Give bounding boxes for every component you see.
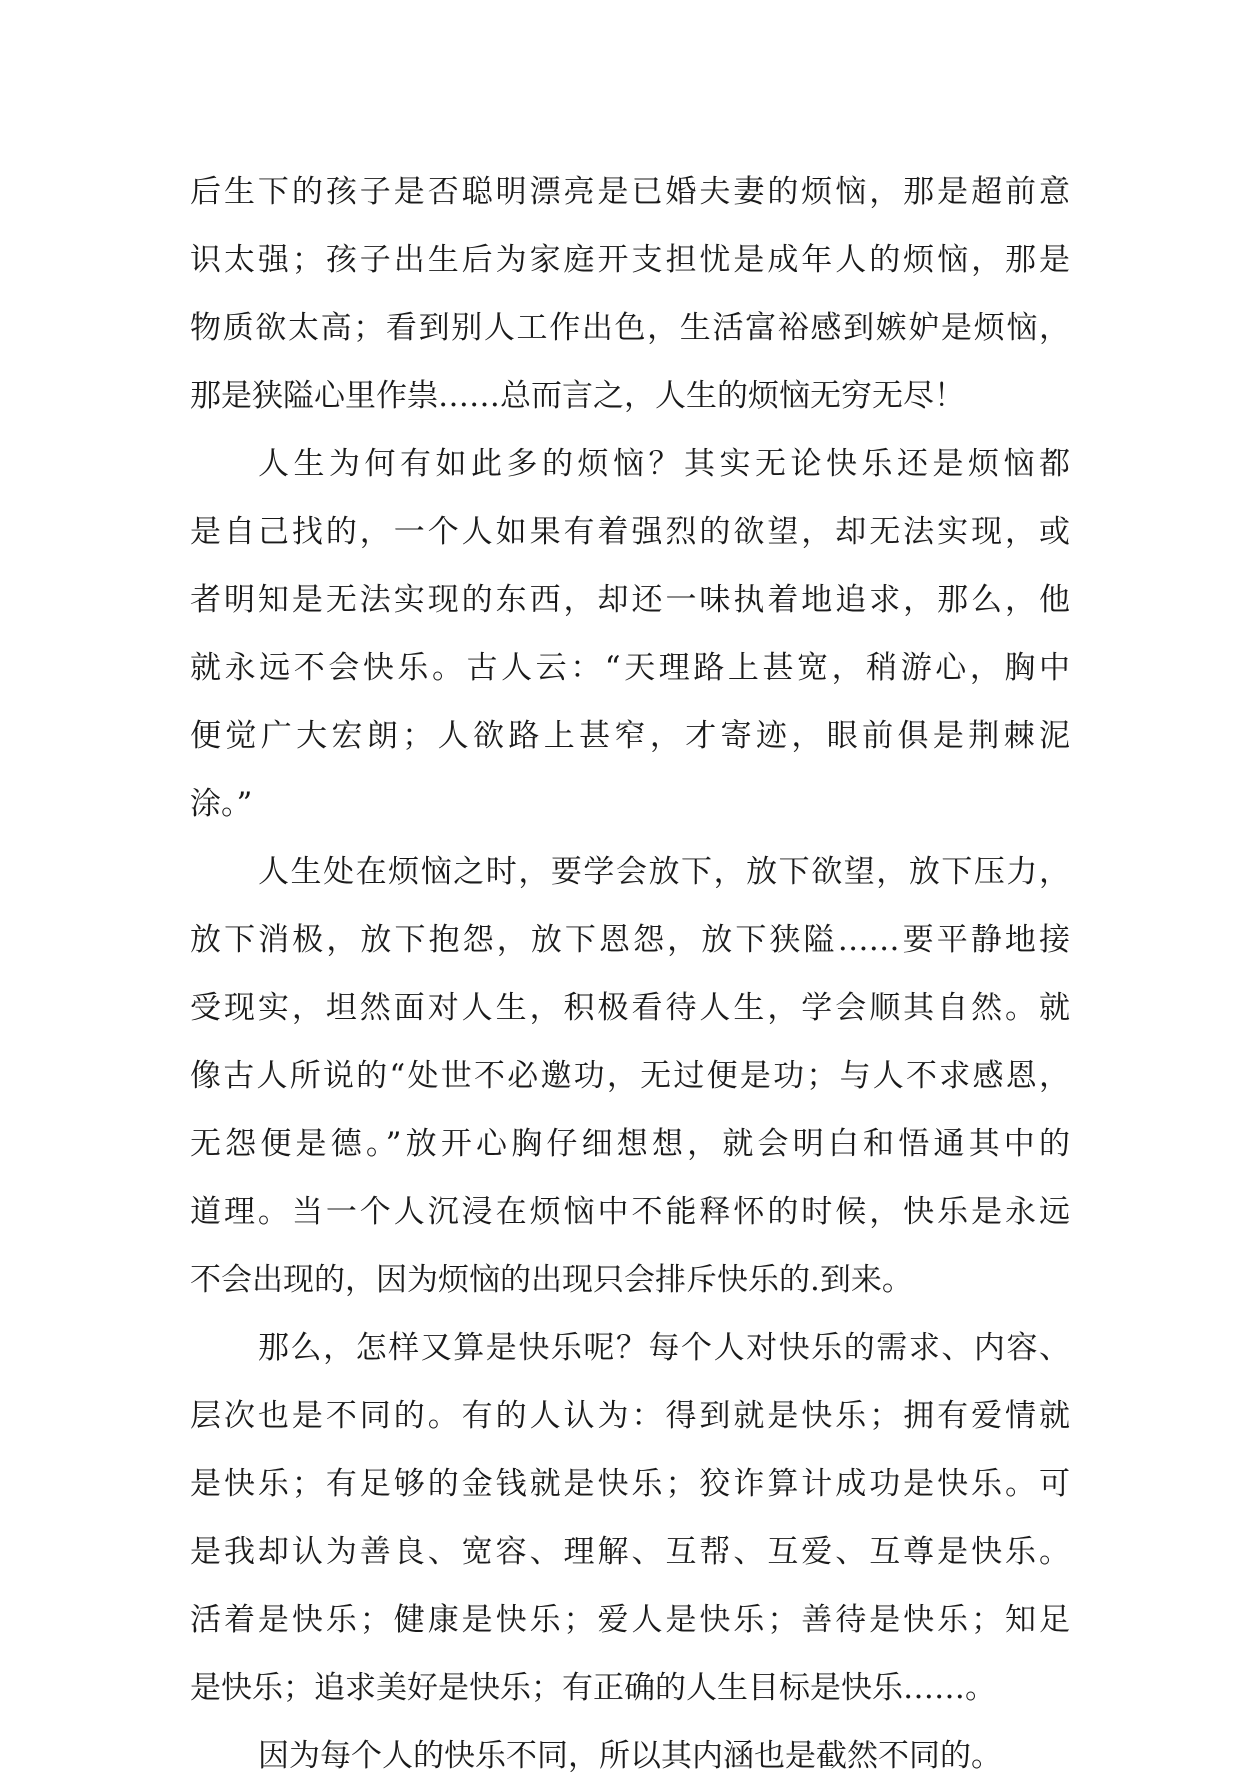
text-line: 道理。当一个人沉浸在烦恼中不能释怀的时候，快乐是永远 xyxy=(190,1194,1070,1230)
text-line: 活着是快乐；健康是快乐；爱人是快乐；善待是快乐；知足 xyxy=(190,1602,1070,1638)
text-line: 是快乐；有足够的金钱就是快乐；狡诈算计成功是快乐。可 xyxy=(190,1466,1070,1502)
text-line: 无怨便是德。”放开心胸仔细想想，就会明白和悟通其中的 xyxy=(190,1126,1070,1162)
text-line: 识太强；孩子出生后为家庭开支担忧是成年人的烦恼，那是 xyxy=(190,242,1070,278)
text-line: 便觉广大宏朗；人欲路上甚窄，才寄迹，眼前俱是荆棘泥 xyxy=(190,718,1070,754)
paragraph-first-line: 因为每个人的快乐不同，所以其内涵也是截然不同的。 xyxy=(258,1738,1002,1774)
paragraph-first-line: 人生为何有如此多的烦恼？其实无论快乐还是烦恼都 xyxy=(258,446,1070,482)
paragraph-first-line: 人生处在烦恼之时，要学会放下，放下欲望，放下压力， xyxy=(258,854,1070,890)
text-line: 放下消极，放下抱怨，放下恩怨，放下狭隘……要平静地接 xyxy=(190,922,1070,958)
text-line: 是我却认为善良、宽容、理解、互帮、互爱、互尊是快乐。 xyxy=(190,1534,1070,1570)
text-line: 后生下的孩子是否聪明漂亮是已婚夫妻的烦恼，那是超前意 xyxy=(190,174,1070,210)
paragraph-first-line: 那么，怎样又算是快乐呢？每个人对快乐的需求、内容、 xyxy=(258,1330,1070,1366)
text-line: 者明知是无法实现的东西，却还一味执着地追求，那么，他 xyxy=(190,582,1070,618)
text-line: 是快乐；追求美好是快乐；有正确的人生目标是快乐……。 xyxy=(190,1670,996,1706)
text-line: 不会出现的，因为烦恼的出现只会排斥快乐的.到来。 xyxy=(190,1262,913,1298)
text-line: 像古人所说的“处世不必邀功，无过便是功；与人不求感恩， xyxy=(190,1058,1070,1094)
text-line: 受现实，坦然面对人生，积极看待人生，学会顺其自然。就 xyxy=(190,990,1070,1026)
text-line: 是自己找的，一个人如果有着强烈的欲望，却无法实现，或 xyxy=(190,514,1070,550)
text-line: 那是狭隘心里作祟……总而言之，人生的烦恼无穷无尽！ xyxy=(190,378,965,414)
text-line: 就永远不会快乐。古人云：“天理路上甚宽，稍游心，胸中 xyxy=(190,650,1070,686)
text-line: 物质欲太高；看到别人工作出色，生活富裕感到嫉妒是烦恼， xyxy=(190,310,1070,346)
text-line: 涂。” xyxy=(190,786,253,822)
text-line: 层次也是不同的。有的人认为：得到就是快乐；拥有爱情就 xyxy=(190,1398,1070,1434)
body-text xyxy=(190,158,1070,1790)
